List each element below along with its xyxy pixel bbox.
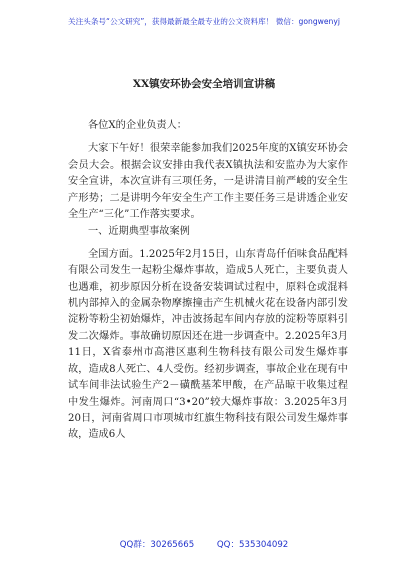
- salutation: 各位X的企业负责人：: [88, 120, 187, 131]
- document-body: [68, 118, 348, 444]
- footer-qq-group: QQ群：30265665: [119, 540, 195, 550]
- case-paragraph: 全国方面。1.2025年2月15日，山东青岛仟佰味食品配料有限公司发生一起粉尘爆炸事故，造成5人死亡，主要负责人也遇难，初步原因分析在设备安装调试过程中，原料仓或混料机内部掉入的金属杂物摩擦撞击产生机械火花在设备内部引发淀粉等粉尘初始爆炸，冲击波扬起车间内存放的淀粉等原料引发二次爆炸。事故确切原因还在进一步调查中。2.2025年3月11日，X省泰州市高港区惠利生物科技有限公司发生爆炸事故，造成8人死亡、4人受伤。经初步调查，事故企业在现有中试车间非法试验生产2－磺酰基苯甲酸，在产品晾干收集过程中发生爆炸。河南周口“3•20”较大爆炸事故：3.2025年3月20日，河南省周口市项城市红旗生物科技有限公司发生爆炸事故，造成6人: [68, 248, 348, 441]
- header-promo-note: 关注头条号“公文研究”，获得最新最全最专业的公文资料库！ 微信：gongwenyj: [68, 17, 340, 26]
- footer-contact: [0, 538, 408, 550]
- section-heading: 一、近期典型事故案例: [88, 226, 190, 238]
- document-title: XX镇安环协会安全培训宣讲稿: [132, 78, 276, 90]
- footer-qq: QQ：535304092: [216, 540, 289, 550]
- intro-paragraph: 大家下午好！很荣幸能参加我们2025年度的X镇安环协会会员大会。根据会议安排由我代表X镇执法和安监办为大家作安全宣讲，本次宣讲有三项任务，一是讲清目前严峻的安全生产形势；二是讲明今年安全生产工作主要任务三是讲透企业安全生产“三化”工作落实要求。: [68, 143, 348, 221]
